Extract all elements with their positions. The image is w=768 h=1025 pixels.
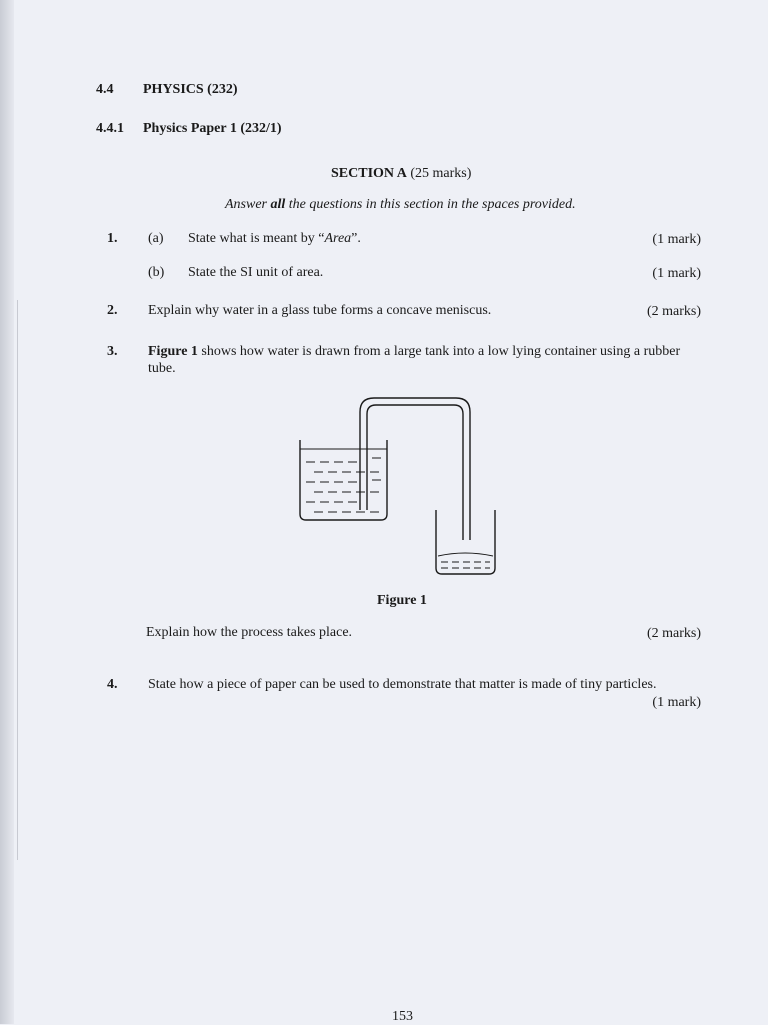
q1a-term: Area: [324, 231, 352, 246]
q1-number: 1.: [107, 231, 118, 246]
q4-marks: (1 mark): [652, 695, 701, 710]
section-title: PHYSICS (232): [143, 82, 238, 97]
q4-text: State how a piece of paper can be used to demonstrate that matter is made of tiny particles.: [148, 677, 657, 692]
q2-number: 2.: [107, 303, 118, 318]
instr-bold: all: [270, 197, 286, 212]
page-edge-shadow: [0, 0, 14, 1024]
subsection-number: 4.4.1: [96, 121, 124, 136]
q2-marks: (2 marks): [646, 304, 701, 319]
q3-text-rest: shows how water is drawn from a large tank into a low lying container using a rubber: [197, 344, 681, 359]
q1b-marks: (1 mark): [652, 266, 701, 281]
figure-caption: Figure 1: [377, 593, 427, 608]
q1b-text: State the SI unit of area.: [188, 265, 324, 280]
instr-pre: Answer: [225, 197, 271, 212]
q3-number: 3.: [107, 344, 118, 359]
page-number: 153: [392, 1009, 413, 1024]
rubber-tube: [360, 398, 470, 540]
q1a-marks: (1 mark): [652, 232, 701, 247]
q1a-text-pre: State what is meant by “: [188, 231, 325, 246]
q1a-text-post: ”.: [351, 231, 361, 246]
q4-number: 4.: [107, 677, 118, 692]
section-heading-marks: (25 marks): [410, 166, 472, 181]
q3-explain: Explain how the process takes place.: [146, 625, 353, 640]
small-container: [436, 510, 495, 574]
q3-text-line1: [148, 344, 680, 360]
q1a-label: (a): [148, 231, 164, 246]
q2-text: Explain why water in a glass tube forms a concave meniscus.: [148, 303, 492, 318]
section-instructions: [225, 197, 576, 213]
q3-text-line2: tube.: [148, 361, 176, 376]
siphon-figure: [290, 392, 510, 582]
q1a-text: [188, 231, 361, 247]
subsection-title: Physics Paper 1 (232/1): [143, 121, 282, 136]
container-water: [441, 562, 490, 568]
q3-marks: (2 marks): [646, 626, 701, 641]
section-heading-title: SECTION A: [331, 166, 407, 181]
instr-post: the questions in this section in the spaces provided.: [285, 197, 576, 212]
q3-figure-ref: Figure 1: [148, 344, 198, 359]
page-edge-line: [17, 300, 18, 860]
section-number: 4.4: [96, 82, 114, 97]
q1b-label: (b): [148, 265, 165, 280]
tank-water: [306, 458, 382, 512]
section-heading: [331, 166, 471, 182]
